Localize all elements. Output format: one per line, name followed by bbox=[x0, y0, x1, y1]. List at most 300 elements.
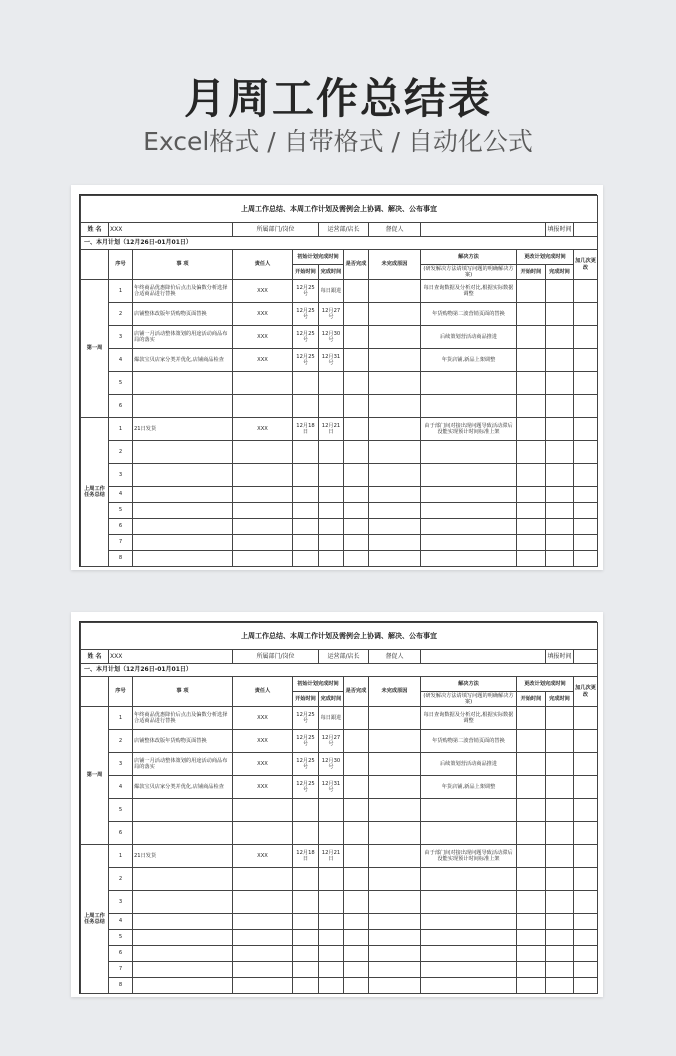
row-start bbox=[293, 519, 319, 535]
date-label: 填报时间 bbox=[546, 650, 574, 664]
row-owner: XXX bbox=[233, 753, 293, 776]
row-next-week bbox=[574, 503, 598, 519]
row-next-week bbox=[574, 707, 598, 730]
row-item: 21日发货 bbox=[133, 418, 233, 441]
row-next-week bbox=[574, 326, 598, 349]
row-reason bbox=[369, 707, 421, 730]
row-done bbox=[344, 349, 369, 372]
row-change-finish bbox=[546, 868, 574, 891]
row-reason bbox=[369, 395, 421, 418]
row-start bbox=[293, 914, 319, 930]
group-header bbox=[81, 677, 109, 707]
row-next-week bbox=[574, 799, 598, 822]
row-finish bbox=[319, 914, 344, 930]
row-solution bbox=[421, 868, 517, 891]
row-owner bbox=[233, 946, 293, 962]
row-change-start bbox=[517, 303, 546, 326]
row-change-finish bbox=[546, 707, 574, 730]
row-start: 12月25号 bbox=[293, 349, 319, 372]
col-finish: 完成时间 bbox=[319, 692, 344, 707]
row-change-start bbox=[517, 914, 546, 930]
row-start: 12月25号 bbox=[293, 730, 319, 753]
row-solution: 由于部门间对接出现问题导致活动滞后没能实现预计时间标准上架 bbox=[421, 418, 517, 441]
row-next-week bbox=[574, 395, 598, 418]
table-row bbox=[81, 946, 598, 962]
row-item bbox=[133, 372, 233, 395]
row-start bbox=[293, 930, 319, 946]
row-next-week bbox=[574, 535, 598, 551]
row-finish bbox=[319, 868, 344, 891]
row-next-week bbox=[574, 441, 598, 464]
row-finish bbox=[319, 535, 344, 551]
row-finish bbox=[319, 891, 344, 914]
row-change-finish bbox=[546, 418, 574, 441]
row-change-finish bbox=[546, 962, 574, 978]
row-no: 1 bbox=[109, 707, 133, 730]
row-change-finish bbox=[546, 503, 574, 519]
row-reason bbox=[369, 418, 421, 441]
row-finish bbox=[319, 464, 344, 487]
row-finish bbox=[319, 519, 344, 535]
row-reason bbox=[369, 519, 421, 535]
row-next-week bbox=[574, 730, 598, 753]
spreadsheet-preview-2 bbox=[71, 612, 603, 997]
row-reason bbox=[369, 930, 421, 946]
sheet-table-container bbox=[79, 194, 597, 567]
row-item: 店铺一月活动整体策划的用途活动商品布局的落实 bbox=[133, 326, 233, 349]
col-change-finish: 完成时间 bbox=[546, 265, 574, 280]
row-change-finish bbox=[546, 914, 574, 930]
table-row bbox=[81, 707, 598, 730]
row-finish: 每日跟进 bbox=[319, 707, 344, 730]
supervisor-value bbox=[421, 223, 546, 237]
row-change-start bbox=[517, 868, 546, 891]
row-no: 3 bbox=[109, 326, 133, 349]
row-change-start bbox=[517, 753, 546, 776]
row-solution: 年货购物第二波营销页面的替换 bbox=[421, 303, 517, 326]
sheet-table-container bbox=[79, 621, 597, 994]
row-change-start bbox=[517, 464, 546, 487]
row-start bbox=[293, 822, 319, 845]
row-reason bbox=[369, 535, 421, 551]
row-next-week bbox=[574, 372, 598, 395]
row-solution: 年货店铺,新品上架调整 bbox=[421, 776, 517, 799]
table-row bbox=[81, 441, 598, 464]
group-header bbox=[81, 250, 109, 280]
row-done bbox=[344, 946, 369, 962]
table-row bbox=[81, 914, 598, 930]
row-owner bbox=[233, 441, 293, 464]
row-change-finish bbox=[546, 753, 574, 776]
supervisor-value bbox=[421, 650, 546, 664]
row-no: 6 bbox=[109, 519, 133, 535]
row-next-week bbox=[574, 891, 598, 914]
row-change-start bbox=[517, 535, 546, 551]
row-solution bbox=[421, 464, 517, 487]
row-no: 5 bbox=[109, 503, 133, 519]
row-change-finish bbox=[546, 280, 574, 303]
row-solution bbox=[421, 799, 517, 822]
row-no: 1 bbox=[109, 845, 133, 868]
row-owner bbox=[233, 395, 293, 418]
row-start bbox=[293, 891, 319, 914]
row-start bbox=[293, 395, 319, 418]
row-done bbox=[344, 799, 369, 822]
row-no: 6 bbox=[109, 395, 133, 418]
table-row bbox=[81, 753, 598, 776]
table-row bbox=[81, 464, 598, 487]
row-solution: 后续策划营活动商品推进 bbox=[421, 753, 517, 776]
row-change-finish bbox=[546, 372, 574, 395]
row-item bbox=[133, 519, 233, 535]
row-done bbox=[344, 535, 369, 551]
sheet-title: 上周工作总结、本周工作计划及需例会上协调、解决、公布事宜 bbox=[81, 196, 598, 223]
row-no: 2 bbox=[109, 868, 133, 891]
row-solution bbox=[421, 551, 517, 567]
row-done bbox=[344, 730, 369, 753]
row-item: 爆款宝贝店家分类并优化,店铺商品检查 bbox=[133, 349, 233, 372]
row-owner bbox=[233, 799, 293, 822]
table-row bbox=[81, 519, 598, 535]
row-item: 爆款宝贝店家分类并优化,店铺商品检查 bbox=[133, 776, 233, 799]
row-item bbox=[133, 395, 233, 418]
row-reason bbox=[369, 914, 421, 930]
col-no: 序号 bbox=[109, 677, 133, 707]
row-finish: 12月27号 bbox=[319, 303, 344, 326]
row-change-start bbox=[517, 845, 546, 868]
row-item bbox=[133, 868, 233, 891]
row-done bbox=[344, 503, 369, 519]
row-change-finish bbox=[546, 822, 574, 845]
col-plan-time: 初始计划完成时间 bbox=[293, 250, 344, 265]
table-row bbox=[81, 487, 598, 503]
row-item bbox=[133, 441, 233, 464]
row-change-finish bbox=[546, 535, 574, 551]
row-finish bbox=[319, 441, 344, 464]
row-change-start bbox=[517, 395, 546, 418]
row-start bbox=[293, 372, 319, 395]
row-change-start bbox=[517, 551, 546, 567]
row-done bbox=[344, 868, 369, 891]
row-finish bbox=[319, 487, 344, 503]
row-done bbox=[344, 707, 369, 730]
row-change-start bbox=[517, 372, 546, 395]
row-done bbox=[344, 822, 369, 845]
row-finish: 12月27号 bbox=[319, 730, 344, 753]
row-solution bbox=[421, 395, 517, 418]
col-item: 事 项 bbox=[133, 677, 233, 707]
page-title: 月周工作总结表 bbox=[183, 74, 492, 123]
row-owner: XXX bbox=[233, 730, 293, 753]
row-owner: XXX bbox=[233, 776, 293, 799]
row-done bbox=[344, 551, 369, 567]
row-change-start bbox=[517, 891, 546, 914]
col-solution: 解决方法 bbox=[421, 250, 517, 265]
row-item bbox=[133, 930, 233, 946]
row-owner: XXX bbox=[233, 303, 293, 326]
row-reason bbox=[369, 349, 421, 372]
row-done bbox=[344, 891, 369, 914]
row-no: 7 bbox=[109, 962, 133, 978]
row-no: 6 bbox=[109, 946, 133, 962]
row-change-start bbox=[517, 822, 546, 845]
row-no: 1 bbox=[109, 280, 133, 303]
table-row bbox=[81, 503, 598, 519]
row-done bbox=[344, 395, 369, 418]
row-solution bbox=[421, 978, 517, 994]
row-no: 5 bbox=[109, 799, 133, 822]
row-reason bbox=[369, 822, 421, 845]
row-start: 12月25号 bbox=[293, 776, 319, 799]
date-value bbox=[574, 223, 598, 237]
row-change-start bbox=[517, 418, 546, 441]
row-done bbox=[344, 845, 369, 868]
row-next-week bbox=[574, 868, 598, 891]
row-owner bbox=[233, 978, 293, 994]
table-row bbox=[81, 303, 598, 326]
row-solution: 年货购物第二波营销页面的替换 bbox=[421, 730, 517, 753]
dept-value: 运营部/店长 bbox=[319, 650, 369, 664]
row-solution bbox=[421, 487, 517, 503]
row-change-finish bbox=[546, 395, 574, 418]
sheet-title: 上周工作总结、本周工作计划及需例会上协调、解决、公布事宜 bbox=[81, 623, 598, 650]
row-change-start bbox=[517, 349, 546, 372]
col-finish: 完成时间 bbox=[319, 265, 344, 280]
row-no: 3 bbox=[109, 891, 133, 914]
group-label: 第一周 bbox=[81, 280, 109, 418]
row-solution bbox=[421, 946, 517, 962]
row-change-finish bbox=[546, 730, 574, 753]
row-next-week bbox=[574, 978, 598, 994]
row-next-week bbox=[574, 487, 598, 503]
row-reason bbox=[369, 326, 421, 349]
row-start bbox=[293, 464, 319, 487]
row-finish bbox=[319, 799, 344, 822]
row-reason bbox=[369, 503, 421, 519]
row-finish: 12月30号 bbox=[319, 753, 344, 776]
row-finish: 12月31号 bbox=[319, 349, 344, 372]
row-start bbox=[293, 978, 319, 994]
row-item bbox=[133, 978, 233, 994]
spreadsheet-preview-1 bbox=[71, 185, 603, 570]
row-owner bbox=[233, 914, 293, 930]
row-change-start bbox=[517, 519, 546, 535]
row-no: 8 bbox=[109, 978, 133, 994]
row-change-start bbox=[517, 978, 546, 994]
row-solution: 每日查询数据及分析对比,根据实际数据调整 bbox=[421, 280, 517, 303]
row-change-finish bbox=[546, 326, 574, 349]
row-reason bbox=[369, 799, 421, 822]
table-row bbox=[81, 930, 598, 946]
col-change-time: 更改计划完成时间 bbox=[517, 677, 574, 692]
col-plan-time: 初始计划完成时间 bbox=[293, 677, 344, 692]
row-next-week bbox=[574, 930, 598, 946]
row-owner bbox=[233, 503, 293, 519]
row-no: 4 bbox=[109, 914, 133, 930]
row-change-start bbox=[517, 962, 546, 978]
row-finish: 每日跟进 bbox=[319, 280, 344, 303]
row-change-start bbox=[517, 280, 546, 303]
row-reason bbox=[369, 441, 421, 464]
row-owner bbox=[233, 519, 293, 535]
name-value: XXX bbox=[109, 650, 233, 664]
row-change-finish bbox=[546, 519, 574, 535]
row-start: 12月25号 bbox=[293, 280, 319, 303]
row-change-finish bbox=[546, 441, 574, 464]
row-reason bbox=[369, 464, 421, 487]
row-start bbox=[293, 535, 319, 551]
row-item bbox=[133, 799, 233, 822]
row-done bbox=[344, 978, 369, 994]
row-change-start bbox=[517, 799, 546, 822]
row-start bbox=[293, 962, 319, 978]
row-change-finish bbox=[546, 891, 574, 914]
row-start bbox=[293, 868, 319, 891]
row-solution bbox=[421, 519, 517, 535]
group-label: 第一周 bbox=[81, 707, 109, 845]
col-start: 开始时间 bbox=[293, 692, 319, 707]
row-no: 3 bbox=[109, 464, 133, 487]
col-change-time: 更改计划完成时间 bbox=[517, 250, 574, 265]
col-item: 事 项 bbox=[133, 250, 233, 280]
row-owner: XXX bbox=[233, 280, 293, 303]
row-solution bbox=[421, 891, 517, 914]
table-row bbox=[81, 799, 598, 822]
row-finish bbox=[319, 822, 344, 845]
row-change-start bbox=[517, 487, 546, 503]
col-reason: 未完成原因 bbox=[369, 250, 421, 280]
row-change-finish bbox=[546, 303, 574, 326]
row-done bbox=[344, 753, 369, 776]
row-no: 5 bbox=[109, 372, 133, 395]
row-next-week bbox=[574, 776, 598, 799]
row-item bbox=[133, 946, 233, 962]
row-start: 12月25号 bbox=[293, 303, 319, 326]
date-value bbox=[574, 650, 598, 664]
col-solution-sub: (研发解决方法请填写问题的明确解决方案) bbox=[421, 692, 517, 707]
row-next-week bbox=[574, 280, 598, 303]
row-item bbox=[133, 551, 233, 567]
row-done bbox=[344, 464, 369, 487]
row-change-finish bbox=[546, 776, 574, 799]
row-owner bbox=[233, 487, 293, 503]
row-solution bbox=[421, 914, 517, 930]
row-next-week bbox=[574, 464, 598, 487]
row-no: 4 bbox=[109, 349, 133, 372]
row-owner bbox=[233, 891, 293, 914]
name-value: XXX bbox=[109, 223, 233, 237]
table-row bbox=[81, 822, 598, 845]
col-next-week: 加几次更改 bbox=[574, 250, 598, 280]
row-change-finish bbox=[546, 930, 574, 946]
row-no: 2 bbox=[109, 730, 133, 753]
col-done: 是否完成 bbox=[344, 250, 369, 280]
row-start: 12月18日 bbox=[293, 845, 319, 868]
col-reason: 未完成原因 bbox=[369, 677, 421, 707]
row-reason bbox=[369, 776, 421, 799]
row-no: 1 bbox=[109, 418, 133, 441]
row-solution bbox=[421, 822, 517, 845]
row-item bbox=[133, 535, 233, 551]
col-no: 序号 bbox=[109, 250, 133, 280]
row-reason bbox=[369, 551, 421, 567]
row-item: 年终商品优惠降价后点击及偏数分析选择合适商品进行替换 bbox=[133, 707, 233, 730]
col-start: 开始时间 bbox=[293, 265, 319, 280]
row-reason bbox=[369, 978, 421, 994]
row-item: 店铺整体改版年货购物页面替换 bbox=[133, 730, 233, 753]
dept-value: 运营部/店长 bbox=[319, 223, 369, 237]
table-row bbox=[81, 891, 598, 914]
row-change-finish bbox=[546, 551, 574, 567]
row-next-week bbox=[574, 519, 598, 535]
row-next-week bbox=[574, 303, 598, 326]
page-subtitle: Excel格式 / 自带格式 / 自动化公式 bbox=[143, 127, 533, 156]
row-finish bbox=[319, 946, 344, 962]
row-next-week bbox=[574, 551, 598, 567]
row-change-finish bbox=[546, 946, 574, 962]
row-owner bbox=[233, 464, 293, 487]
row-start bbox=[293, 799, 319, 822]
row-finish bbox=[319, 978, 344, 994]
row-change-start bbox=[517, 930, 546, 946]
row-done bbox=[344, 519, 369, 535]
row-reason bbox=[369, 303, 421, 326]
row-change-start bbox=[517, 707, 546, 730]
row-finish bbox=[319, 962, 344, 978]
row-next-week bbox=[574, 962, 598, 978]
row-item: 21日发货 bbox=[133, 845, 233, 868]
row-change-start bbox=[517, 503, 546, 519]
col-change-start: 开始时间 bbox=[517, 692, 546, 707]
row-next-week bbox=[574, 753, 598, 776]
row-next-week bbox=[574, 349, 598, 372]
row-reason bbox=[369, 962, 421, 978]
table-row bbox=[81, 730, 598, 753]
row-solution bbox=[421, 503, 517, 519]
row-change-start bbox=[517, 326, 546, 349]
col-change-start: 开始时间 bbox=[517, 265, 546, 280]
group-label: 上周工作任务总结 bbox=[81, 418, 109, 567]
row-item bbox=[133, 503, 233, 519]
row-owner bbox=[233, 372, 293, 395]
row-finish: 12月30号 bbox=[319, 326, 344, 349]
row-solution bbox=[421, 535, 517, 551]
row-finish: 12月31号 bbox=[319, 776, 344, 799]
row-next-week bbox=[574, 845, 598, 868]
row-no: 4 bbox=[109, 487, 133, 503]
table-row bbox=[81, 349, 598, 372]
row-item bbox=[133, 962, 233, 978]
row-item: 店铺整体改版年货购物页面替换 bbox=[133, 303, 233, 326]
col-solution: 解决方法 bbox=[421, 677, 517, 692]
row-owner: XXX bbox=[233, 707, 293, 730]
row-item bbox=[133, 914, 233, 930]
row-done bbox=[344, 372, 369, 395]
row-change-start bbox=[517, 776, 546, 799]
row-owner bbox=[233, 930, 293, 946]
table-row bbox=[81, 418, 598, 441]
row-start: 12月25号 bbox=[293, 753, 319, 776]
row-finish bbox=[319, 930, 344, 946]
section-heading: 一、本月计划（12月26日-01月01日） bbox=[81, 237, 598, 250]
name-label: 姓 名 bbox=[81, 223, 109, 237]
row-done bbox=[344, 326, 369, 349]
row-done bbox=[344, 914, 369, 930]
row-reason bbox=[369, 730, 421, 753]
row-change-finish bbox=[546, 845, 574, 868]
row-item: 年终商品优惠降价后点击及偏数分析选择合适商品进行替换 bbox=[133, 280, 233, 303]
row-start: 12月25号 bbox=[293, 707, 319, 730]
